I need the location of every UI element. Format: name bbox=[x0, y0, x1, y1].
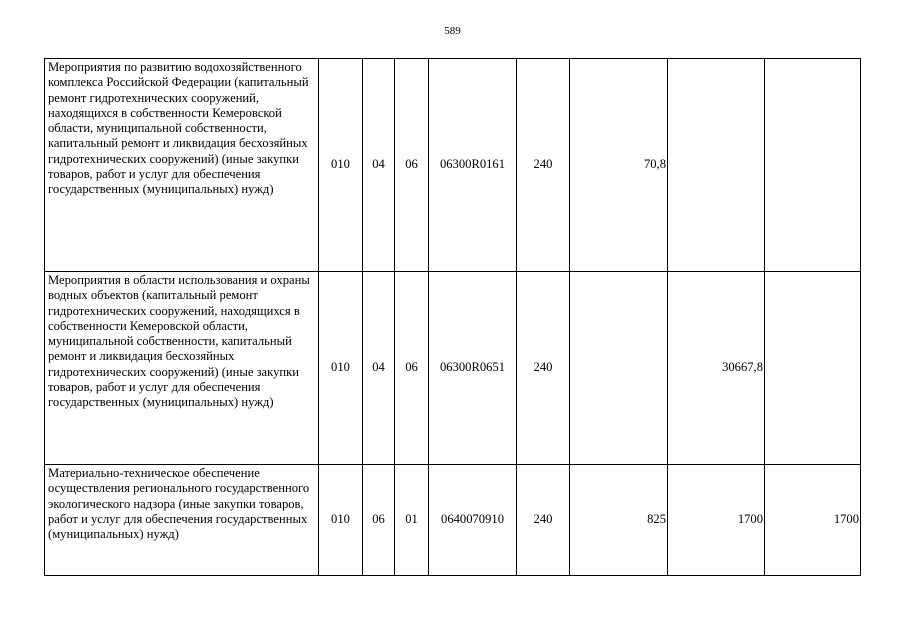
amount-year-2: 1700 bbox=[668, 465, 765, 576]
row-description: Мероприятия по развитию водохозяйственного комплекса Российской Федерации (капитальный ремонт гидротехнических сооружений, находящихся в собственности Кемеровской области, муниципальной собственности, капитальный ремонт и ликвидация бесхозяйных гидротехнических сооружений) (иные закупки товаров, работ и услуг для обеспечения государственных (муниципальных) нужд) bbox=[45, 59, 319, 272]
page-number: 589 bbox=[444, 25, 461, 37]
amount-year-3: 1700 bbox=[765, 465, 861, 576]
ministry-code: 010 bbox=[319, 465, 363, 576]
target-article-code: 06300R0161 bbox=[429, 59, 517, 272]
section-code: 06 bbox=[363, 465, 395, 576]
amount-year-1: 825 bbox=[570, 465, 668, 576]
expense-type-code: 240 bbox=[517, 272, 570, 465]
target-article-code: 06300R0651 bbox=[429, 272, 517, 465]
ministry-code: 010 bbox=[319, 272, 363, 465]
table-row bbox=[45, 272, 861, 465]
table-row bbox=[45, 59, 861, 272]
amount-year-3 bbox=[765, 272, 861, 465]
subsection-code: 01 bbox=[395, 465, 429, 576]
ministry-code: 010 bbox=[319, 59, 363, 272]
section-code: 04 bbox=[363, 272, 395, 465]
subsection-code: 06 bbox=[395, 59, 429, 272]
amount-year-1: 70,8 bbox=[570, 59, 668, 272]
table-row bbox=[45, 465, 861, 576]
amount-year-2 bbox=[668, 59, 765, 272]
amount-year-1 bbox=[570, 272, 668, 465]
subsection-code: 06 bbox=[395, 272, 429, 465]
expense-type-code: 240 bbox=[517, 465, 570, 576]
amount-year-2: 30667,8 bbox=[668, 272, 765, 465]
section-code: 04 bbox=[363, 59, 395, 272]
budget-table bbox=[44, 58, 861, 576]
target-article-code: 0640070910 bbox=[429, 465, 517, 576]
row-description: Материально-техническое обеспечение осуществления регионального государственного экологического надзора (иные закупки товаров, работ и услуг для обеспечения государственных (муниципальных) нужд) bbox=[45, 465, 319, 576]
expense-type-code: 240 bbox=[517, 59, 570, 272]
row-description: Мероприятия в области использования и охраны водных объектов (капитальный ремонт гидротехнических сооружений, находящихся в собственности Кемеровской области, муниципальной собственности, капитальный ремонт и ликвидация бесхозяйных гидротехнических сооружений) (иные закупки товаров, работ и услуг для обеспечения государственных (муниципальных) нужд) bbox=[45, 272, 319, 465]
amount-year-3 bbox=[765, 59, 861, 272]
